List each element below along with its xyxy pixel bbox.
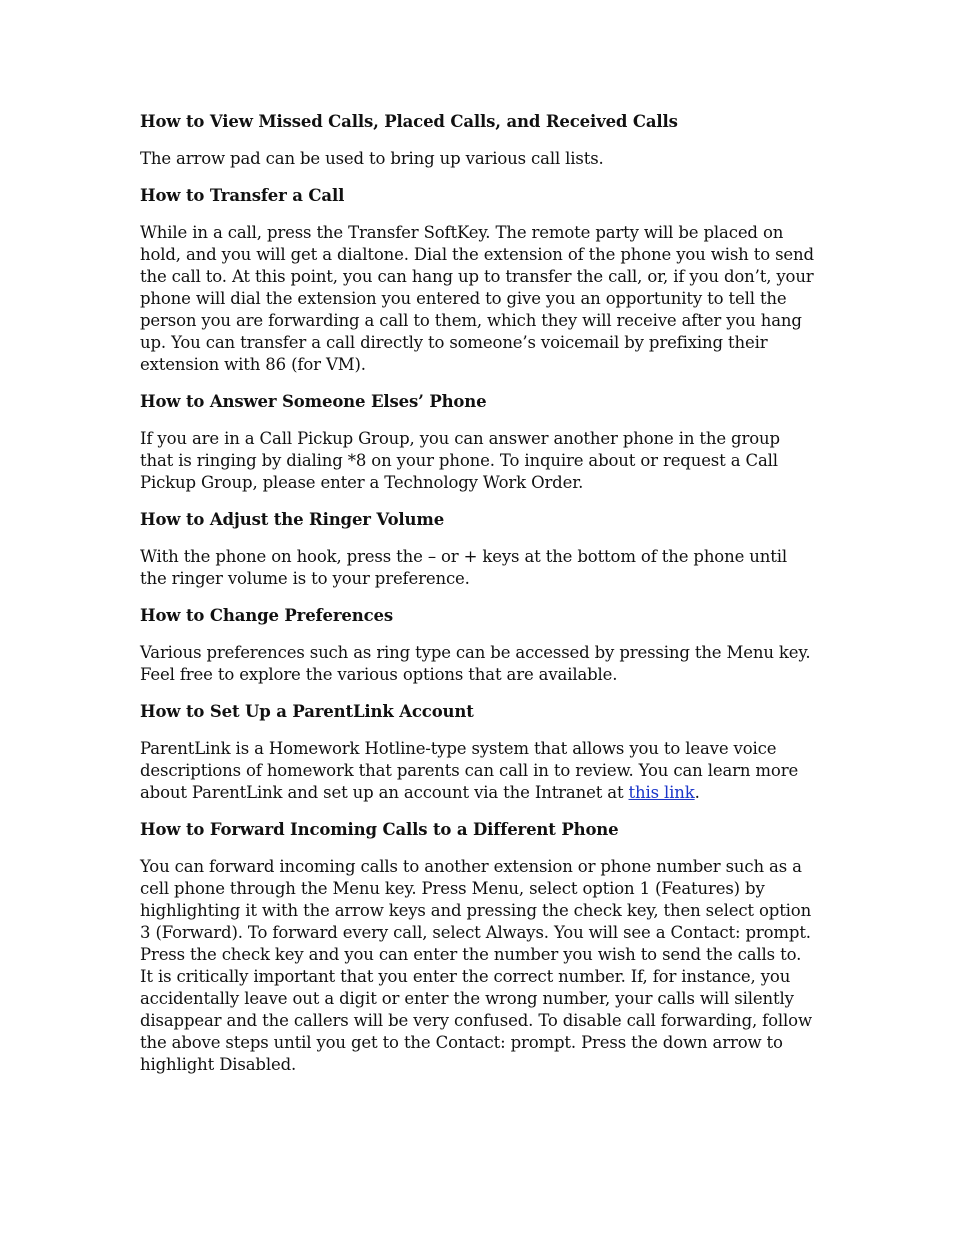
section-forward-calls: [140, 819, 814, 1076]
section-body: The arrow pad can be used to bring up various call lists.: [140, 149, 604, 168]
body-text: ParentLink is a Homework Hotline-type system that allows you to leave voice descriptions of homework that parents can call in to review. You can learn more about ParentLink and set up an account via the Intranet at: [140, 739, 799, 802]
section-answer-phone: [140, 391, 814, 494]
section-body: If you are in a Call Pickup Group, you can answer another phone in the group that is ringing by dialing *8 on your phone. To inquire about or request a Call Pickup Group, please enter a Technology Work Order.: [140, 429, 780, 492]
section-heading: How to Set Up a ParentLink Account: [140, 702, 474, 721]
body-text-end: .: [694, 783, 700, 802]
section-heading: How to Answer Someone Elses’ Phone: [140, 392, 487, 411]
section-body: You can forward incoming calls to another extension or phone number such as a cell phone through the Menu key. Press Menu, select option 1 (Features) by highlighting it with the arrow keys and pressing the check key, then select option 3 (Forward). To forward every call, select Always. You will see a Contact: prompt. Press the check key and you can enter the number you wish to send the calls to. It is critically important that you enter the correct number. If, for instance, you accidentally leave out a digit or enter the wrong number, your calls will silently disappear and the callers will be very confused. To disable call forwarding, follow the above steps until you get to the Contact: prompt. Press the down arrow to highlight Disabled.: [140, 857, 812, 1074]
section-heading: How to Forward Incoming Calls to a Different Phone: [140, 820, 619, 839]
document-page: [140, 111, 814, 1091]
section-transfer-call: [140, 185, 814, 376]
section-body: With the phone on hook, press the – or + keys at the bottom of the phone until the ringer volume is to your preference.: [140, 547, 787, 588]
section-body: Various preferences such as ring type can be accessed by pressing the Menu key. Feel free to explore the various options that are available.: [140, 643, 811, 684]
parentlink-link[interactable]: this link: [628, 783, 695, 802]
section-heading: How to Adjust the Ringer Volume: [140, 510, 445, 529]
section-preferences: [140, 605, 814, 686]
section-heading: How to Transfer a Call: [140, 186, 345, 205]
section-heading: How to Change Preferences: [140, 606, 393, 625]
section-view-calls: [140, 111, 814, 170]
section-parentlink: [140, 701, 814, 804]
section-heading: How to View Missed Calls, Placed Calls, and Received Calls: [140, 112, 678, 131]
section-body: [140, 738, 814, 804]
section-body: While in a call, press the Transfer SoftKey. The remote party will be placed on hold, and you will get a dialtone. Dial the extension of the phone you wish to send the call to. At this point, you can hang up to transfer the call, or, if you don’t, your phone will dial the extension you entered to give you an opportunity to tell the person you are forwarding a call to them, which they will receive after you hang up. You can transfer a call directly to someone’s voicemail by prefixing their extension with 86 (for VM).: [140, 223, 814, 374]
section-ringer-volume: [140, 509, 814, 590]
